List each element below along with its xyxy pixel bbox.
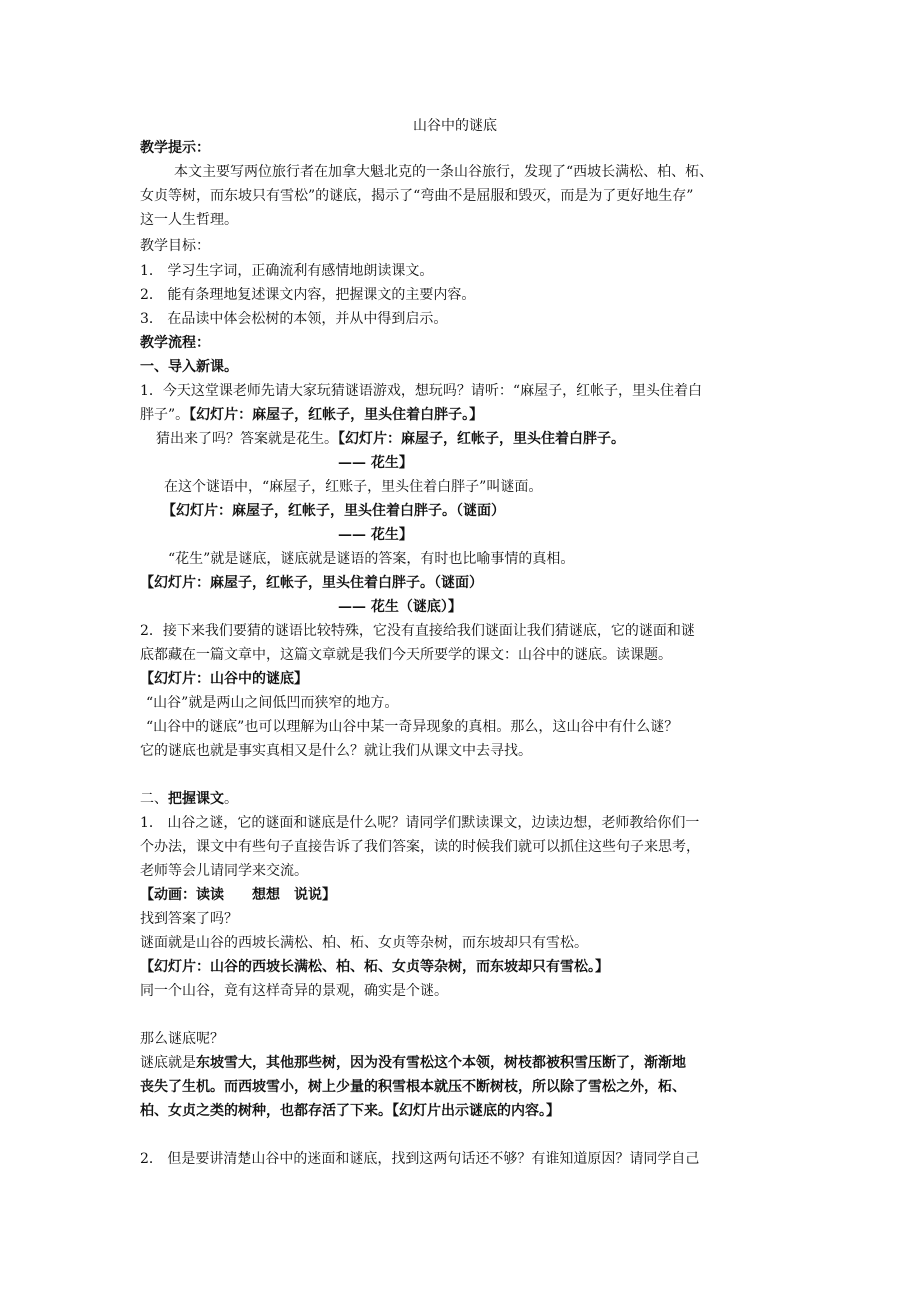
slide-note: 【幻灯片：麻屋子，红帐子，里头住着白胖子。（谜面） [140, 575, 483, 591]
tip-line: 女贞等树，而东坡只有雪松”的谜底，揭示了“弯曲不是屈服和毁灭，而是为了更好地生存” [140, 188, 694, 204]
paragraph-line: 在这个谜语中，“麻屋子，红账子，里头住着白胖子”叫谜面。 [164, 479, 543, 495]
text-run: 东坡雪大，其他那些树，因为没有雪松这个本领，树枝都被积雪压断了，渐渐地 [196, 1055, 686, 1071]
paragraph-line: 1．今天这堂课老师先请大家玩猜谜语游戏，想玩吗？请听：“麻屋子，红帐子，里头住着白 [140, 383, 703, 399]
slide-note: —— 花生】 [338, 455, 413, 471]
flow-heading: 教学流程： [140, 335, 210, 351]
paragraph-line: 1． 山谷之谜，它的谜面和谜底是什么呢？请同学们默读课文，边读边想，老师教给你们一 [140, 815, 700, 831]
paragraph-line: “山谷”就是两山之间低凹而狭窄的地方。 [146, 695, 399, 711]
paragraph-line: 找到答案了吗？ [140, 911, 238, 927]
goal-item: 2． 能有条理地复述课文内容，把握课文的主要内容。 [140, 287, 476, 303]
text-run: 把握课文 [168, 791, 224, 807]
paragraph-line: 同一个山谷，竟有这样奇异的景观，确实是个谜。 [140, 983, 448, 999]
section-1-heading: 一、导入新课。 [140, 359, 238, 375]
text-run: 猜出来了吗？答案就是花生。 [156, 431, 338, 447]
tip-line: 这一人生哲理。 [140, 212, 238, 228]
goal-heading: 教学目标： [140, 238, 210, 254]
animation-note: 【动画：读读 想想 说说】 [140, 887, 336, 903]
tip-line: 本文主要写两位旅行者在加拿大魁北克的一条山谷旅行，发现了“西坡长满松、柏、柘、 [174, 164, 714, 180]
paragraph-line: 它的谜底也就是事实真相又是什么？就让我们从课文中去寻找。 [140, 743, 532, 759]
goal-item: 1． 学习生字词，正确流利有感情地朗读课文。 [140, 263, 434, 279]
tip-heading: 教学提示： [140, 140, 210, 156]
text-run: 二、 [140, 791, 168, 807]
document-title: 山谷中的谜底 [413, 118, 497, 134]
paragraph-line: 个办法，课文中有些句子直接告诉了我们答案，读的时候我们就可以抓住这些句子来思考， [140, 839, 700, 855]
slide-note: 【幻灯片：山谷中的谜底】 [140, 671, 308, 687]
paragraph-line: 那么谜底呢？ [140, 1031, 224, 1047]
slide-note: 【幻灯片：山谷的西坡长满松、柏、柘、女贞等杂树，而东坡却只有雪松。】 [140, 959, 609, 975]
slide-note: 【幻灯片：麻屋子，红帐子，里头住着白胖子。 [338, 431, 625, 447]
paragraph-line: “花生”就是谜底，谜底就是谜语的答案，有时也比喻事情的真相。 [168, 551, 575, 567]
text-run: 谜底就是 [140, 1055, 196, 1071]
slide-note: 【幻灯片：麻屋子，红帐子，里头住着白胖子。】 [189, 407, 484, 423]
paragraph-line: 底都藏在一篇文章中，这篇文章就是我们今天所要学的课文：山谷中的谜底。读课题。 [140, 647, 672, 663]
goal-item: 3． 在品读中体会松树的本领，并从中得到启示。 [140, 311, 448, 327]
slide-note: —— 花生（谜底）】 [338, 599, 462, 615]
slide-note: 【幻灯片：麻屋子，红帐子，里头住着白胖子。（谜面） [162, 503, 505, 519]
paragraph-line [140, 1053, 686, 1073]
paragraph-line: 2．接下来我们要猜的谜语比较特殊，它没有直接给我们谜面让我们猜谜底，它的谜面和谜 [140, 623, 695, 639]
paragraph-line: 丧失了生机。而西坡雪小，树上少量的积雪根本就压不断树枝，所以除了雪松之外，柘、 [140, 1079, 686, 1095]
paragraph-line: “山谷中的谜底”也可以理解为山谷中某一奇异现象的真相。那么，这山谷中有什么谜？ [146, 719, 679, 735]
text-run: 。 [224, 791, 238, 807]
slide-note: —— 花生】 [338, 527, 413, 543]
paragraph-line [140, 405, 483, 425]
paragraph-line: 老师等会儿请同学来交流。 [140, 863, 308, 879]
section-2-heading [140, 789, 238, 809]
paragraph-line: 谜面就是山谷的西坡长满松、柏、柘、女贞等杂树，而东坡却只有雪松。 [140, 935, 588, 951]
paragraph-line: 2． 但是要讲清楚山谷中的迷面和谜底，找到这两句话还不够？有谁知道原因？请同学自己 [140, 1151, 700, 1167]
text-run: 胖子”。 [140, 407, 190, 423]
paragraph-line [156, 429, 625, 449]
paragraph-line: 柏、女贞之类的树种，也都存活了下来。【幻灯片出示谜底的内容。】 [140, 1103, 560, 1119]
